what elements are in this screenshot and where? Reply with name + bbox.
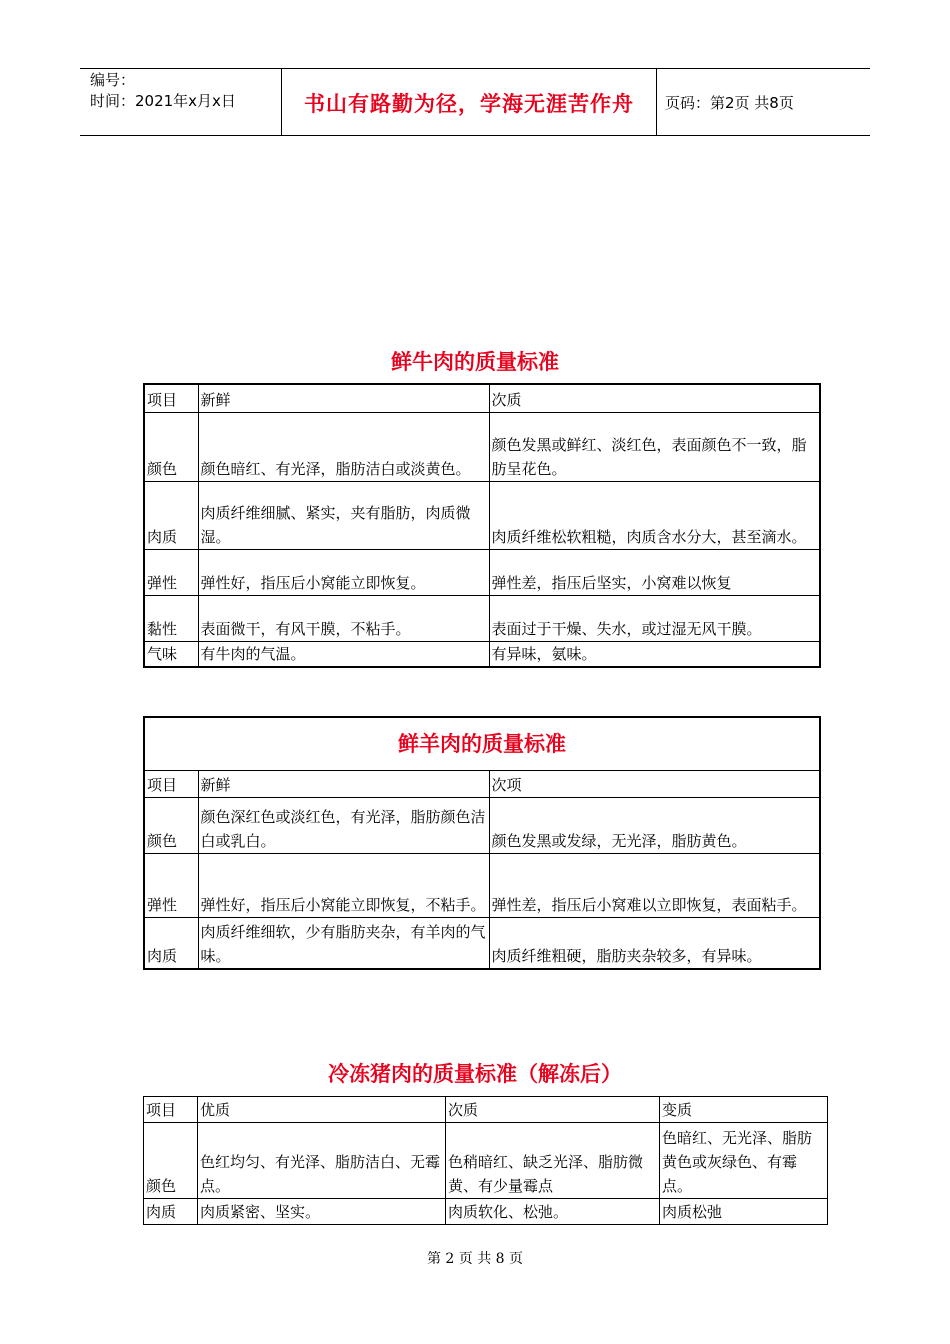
inferior-cell: 肉质纤维粗硬，脂肪夹杂较多，有异味。 — [489, 918, 820, 969]
table-row — [144, 595, 820, 641]
header-motto: 书山有路勤为径，学海无涯苦作舟 — [304, 92, 634, 116]
header-cell: 次项 — [489, 771, 820, 798]
table-row — [144, 854, 820, 918]
mutton-title: 鲜羊肉的质量标准 — [144, 717, 820, 771]
mutton-table — [143, 716, 821, 970]
table-row — [144, 641, 820, 667]
item-cell: 肉质 — [144, 481, 198, 549]
table-row — [144, 1199, 828, 1225]
item-cell: 黏性 — [144, 595, 198, 641]
header-cell: 项目 — [144, 771, 198, 798]
header-cell: 项目 — [144, 384, 198, 412]
header-cell: 次质 — [489, 384, 820, 412]
item-cell: 弹性 — [144, 854, 198, 918]
table-row — [144, 798, 820, 854]
fresh-cell: 弹性好，指压后小窝能立即恢复，不粘手。 — [198, 854, 489, 918]
pork-title: 冷冻猪肉的质量标准（解冻后） — [328, 1062, 622, 1086]
fresh-cell: 颜色深红色或淡红色，有光泽，脂肪颜色洁白或乳白。 — [198, 798, 489, 854]
header-cell: 新鲜 — [198, 771, 489, 798]
item-cell: 颜色 — [144, 798, 198, 854]
pork-table — [143, 1096, 828, 1225]
inferior-cell: 弹性差，指压后坚实，小窝难以恢复 — [489, 549, 820, 595]
spoiled-cell: 色暗红、无光泽、脂肪黄色或灰绿色、有霉点。 — [660, 1123, 828, 1199]
header-bottom-rule — [80, 135, 870, 136]
fresh-cell: 弹性好，指压后小窝能立即恢复。 — [198, 549, 489, 595]
inferior-cell: 色稍暗红、缺乏光泽、脂肪微黄、有少量霉点 — [446, 1123, 660, 1199]
fresh-cell: 表面微干，有风干膜，不粘手。 — [198, 595, 489, 641]
header-cell: 新鲜 — [198, 384, 489, 412]
number-label: 编号： — [90, 71, 136, 89]
header-cell: 变质 — [660, 1097, 828, 1123]
inferior-cell: 肉质纤维松软粗糙，肉质含水分大，甚至滴水。 — [489, 481, 820, 549]
spoiled-cell: 肉质松弛 — [660, 1199, 828, 1225]
item-cell: 颜色 — [144, 1123, 198, 1199]
beef-table — [143, 383, 821, 668]
fresh-cell: 肉质纤维细腻、紧实，夹有脂肪，肉质微湿。 — [198, 481, 489, 549]
header-cell: 项目 — [144, 1097, 198, 1123]
fresh-cell: 肉质纤维细软，少有脂肪夹杂，有羊肉的气味。 — [198, 918, 489, 969]
table-title-row — [144, 717, 820, 771]
fresh-cell: 有牛肉的气温。 — [198, 641, 489, 667]
item-cell: 肉质 — [144, 1199, 198, 1225]
item-cell: 气味 — [144, 641, 198, 667]
table-header-row — [144, 771, 820, 798]
date-label: 时间：2021年x月x日 — [90, 92, 236, 110]
fresh-cell: 颜色暗红、有光泽，脂肪洁白或淡黄色。 — [198, 412, 489, 481]
table-header-row — [144, 1097, 828, 1123]
header-cell: 次质 — [446, 1097, 660, 1123]
header-divider — [656, 68, 657, 136]
beef-title: 鲜牛肉的质量标准 — [391, 350, 559, 374]
page-indicator: 页码：第2页 共8页 — [665, 94, 794, 112]
table-row — [144, 412, 820, 481]
header-top-rule — [80, 68, 870, 69]
inferior-cell: 颜色发黑或鲜红、淡红色，表面颜色不一致，脂肪呈花色。 — [489, 412, 820, 481]
page-footer: 第 2 页 共 8 页 — [426, 1251, 524, 1267]
item-cell: 颜色 — [144, 412, 198, 481]
item-cell: 肉质 — [144, 918, 198, 969]
table-row — [144, 1123, 828, 1199]
table-header-row — [144, 384, 820, 412]
inferior-cell: 表面过于干燥、失水，或过湿无风干膜。 — [489, 595, 820, 641]
header-meta — [90, 70, 236, 112]
header-cell: 优质 — [198, 1097, 446, 1123]
table-row — [144, 481, 820, 549]
table-row — [144, 918, 820, 969]
good-cell: 肉质紧密、坚实。 — [198, 1199, 446, 1225]
inferior-cell: 颜色发黑或发绿，无光泽，脂肪黄色。 — [489, 798, 820, 854]
good-cell: 色红均匀、有光泽、脂肪洁白、无霉点。 — [198, 1123, 446, 1199]
inferior-cell: 有异味，氨味。 — [489, 641, 820, 667]
table-row — [144, 549, 820, 595]
inferior-cell: 弹性差，指压后小窝难以立即恢复，表面粘手。 — [489, 854, 820, 918]
inferior-cell: 肉质软化、松弛。 — [446, 1199, 660, 1225]
item-cell: 弹性 — [144, 549, 198, 595]
